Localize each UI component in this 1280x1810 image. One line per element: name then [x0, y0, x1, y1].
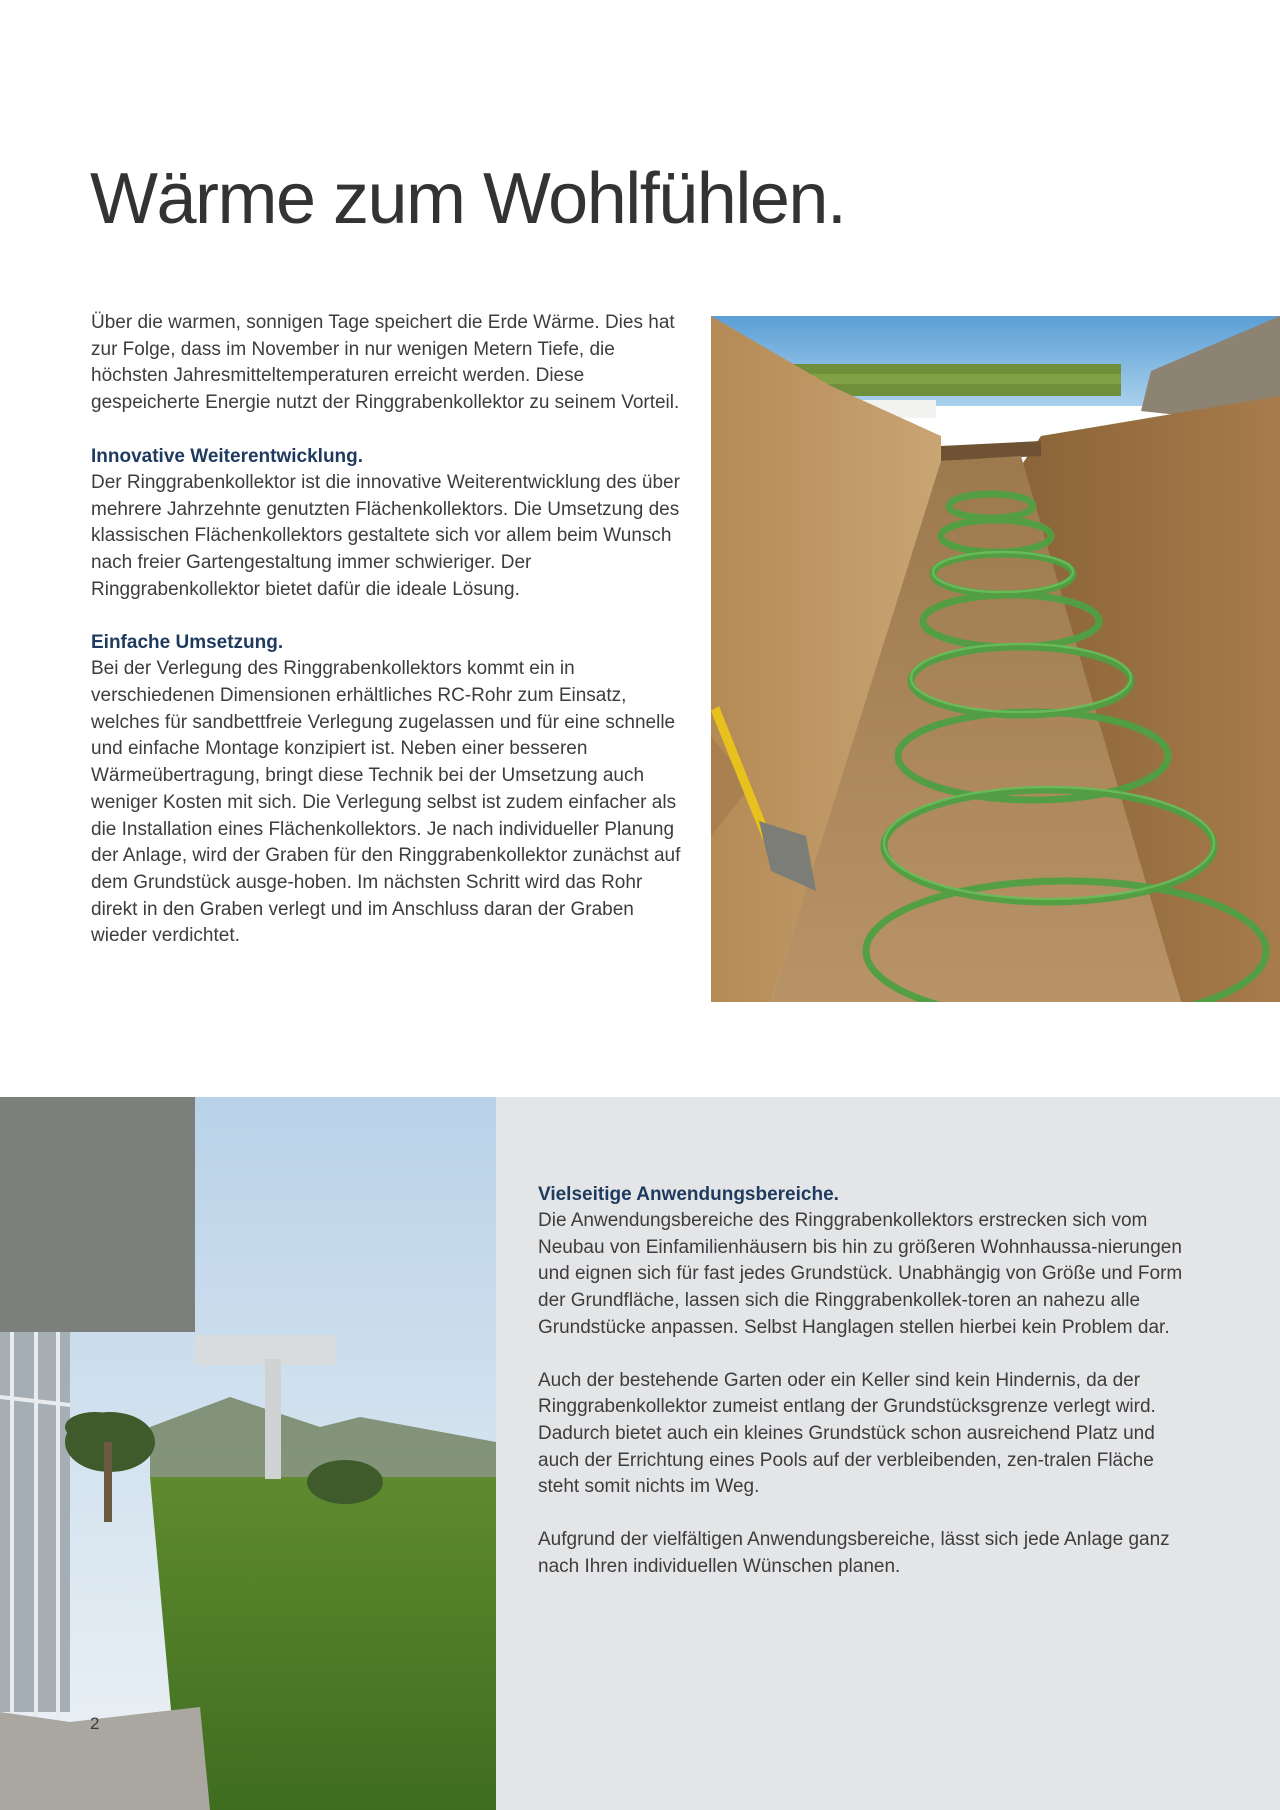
house-garden-photo: [0, 1097, 496, 1810]
innovation-paragraph: Der Ringgrabenkollektor ist die innovative Weiterentwicklung des über mehrere Jahrzehnte genutzten Flächenkollektors. Die Umsetzung des klassischen Flächenkollektors gestaltete sich vor allem beim Wunsch nach freier Gartengestaltung immer schwieriger. Der Ringgrabenkollektor bietet dafür die ideale Lösung.: [91, 471, 680, 600]
applications-panel: [496, 1097, 1280, 1810]
applications-text-block: [538, 1181, 1198, 1606]
heading-implementation: Einfache Umsetzung.: [91, 632, 284, 654]
implementation-paragraph: Bei der Verlegung des Ringgrabenkollektors kommt ein in verschiedenen Dimensionen erhältliches RC-Rohr zum Einsatz, welches für sandbettfreie Verlegung zugelassen und für eine schnelle und einfache Montage konzipiert ist. Neben einer besseren Wärmeübertragung, bringt diese Technik bei der Umsetzung auch weniger Kosten mit sich. Die Verlegung selbst ist zudem einfacher als die Installation eines Flächenkollektors. Je nach individueller Planung der Anlage, wird der Graben für den Ringgrabenkollektor zunächst auf dem Grundstück ausge-hoben. Im nächsten Schritt wird das Rohr direkt in den Graben verlegt und im Anschluss daran der Graben wieder verdichtet.: [91, 658, 681, 947]
intro-paragraph: Über die warmen, sonnigen Tage speichert die Erde Wärme. Dies hat zur Folge, dass im November in nur wenigen Metern Tiefe, die höchsten Jahresmitteltemperaturen erreicht werden. Diese gespeicherte Energie nutzt der Ringgrabenkollektor zu seinem Vorteil.: [91, 312, 680, 414]
applications-paragraph-1: Die Anwendungsbereiche des Ringgrabenkollektors erstrecken sich vom Neubau von Einfamilienhäusern bis hin zu größeren Wohnhaussa-nierungen und eignen sich für fast jedes Grundstück. Unabhängig von Größe und Form der Grundfläche, lassen sich die Ringgrabenkollek-toren an nahezu alle Grundstücke anpassen. Selbst Hanglagen stellen hierbei kein Problem dar.: [538, 1210, 1183, 1338]
page-title: Wärme zum Wohlfühlen.: [90, 159, 846, 239]
heading-applications: Vielseitige Anwendungsbereiche.: [538, 1184, 839, 1205]
left-text-column: [91, 310, 681, 976]
applications-paragraph-3: Aufgrund der vielfältigen Anwendungsbereiche, lässt sich jede Anlage ganz nach Ihren individuellen Wünschen planen.: [538, 1529, 1170, 1577]
page-number: 2: [90, 1714, 100, 1733]
applications-paragraph-2: Auch der bestehende Garten oder ein Keller sind kein Hindernis, da der Ringgrabenkollektor zumeist entlang der Grundstücksgrenze verlegt wird. Dadurch bietet auch ein kleines Grundstück schon ausreichend Platz und auch der Errichtung eines Pools auf der verbleibenden, zen-tralen Fläche steht somit nichts im Weg.: [538, 1369, 1156, 1498]
trench-collector-photo: [711, 316, 1280, 1002]
heading-innovation: Innovative Weiterentwicklung.: [91, 445, 364, 467]
